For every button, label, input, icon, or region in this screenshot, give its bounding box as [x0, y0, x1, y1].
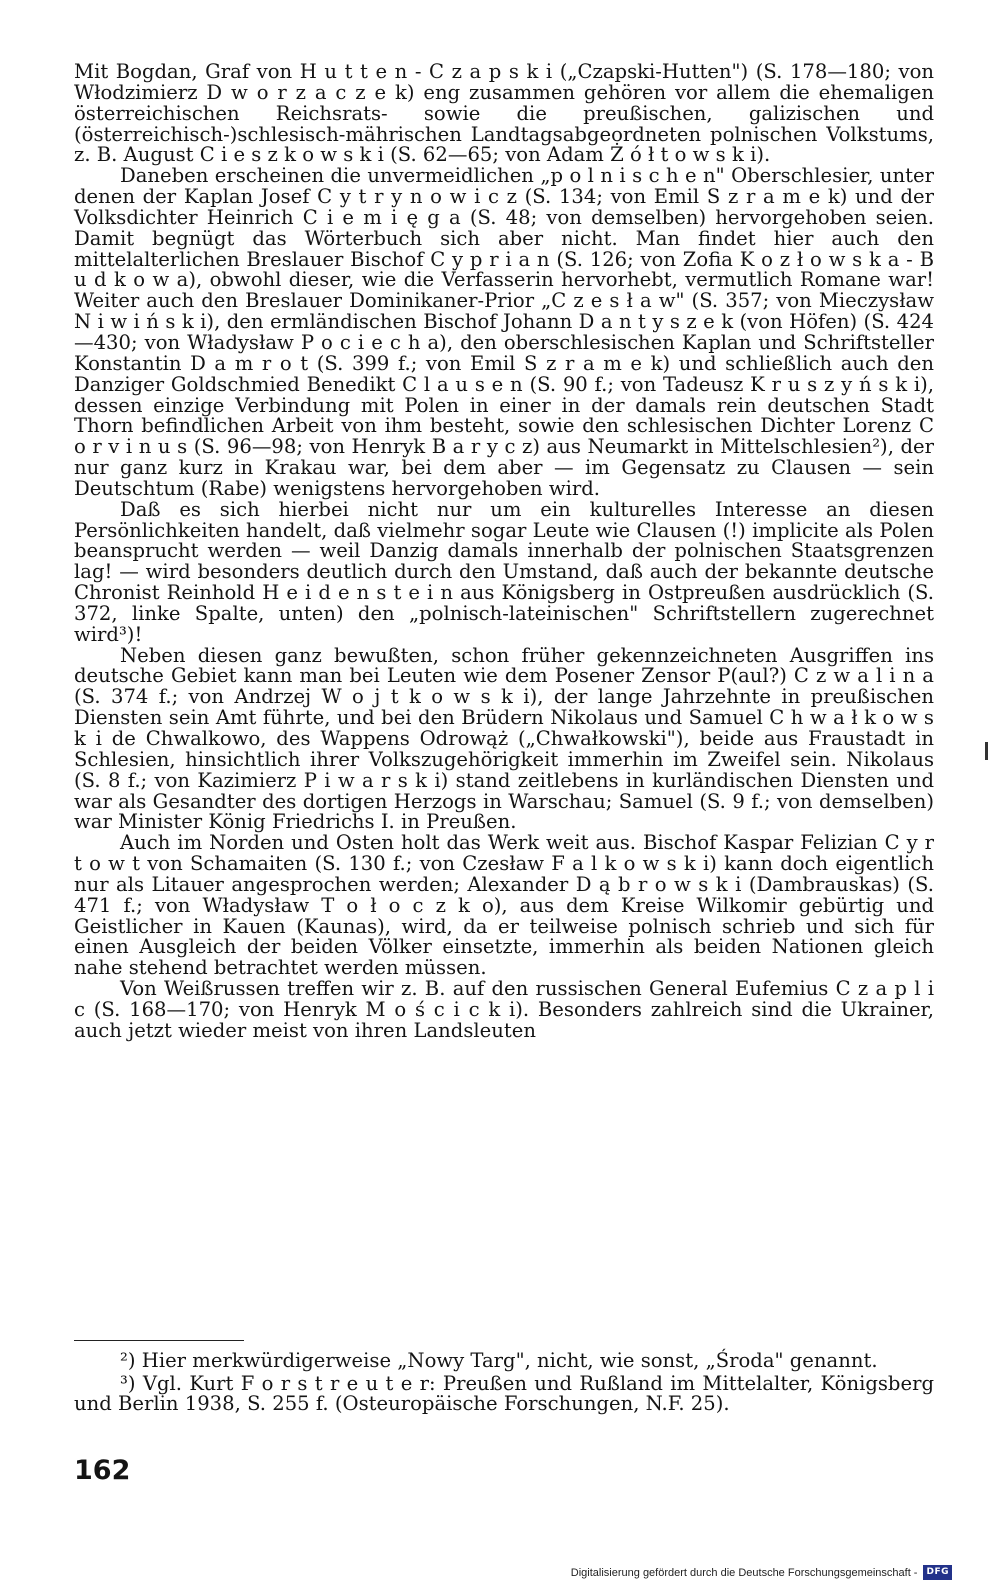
dfg-logo: DFG [923, 1565, 952, 1580]
margin-mark [985, 742, 988, 760]
page-number: 162 [74, 1455, 131, 1486]
body-text [74, 62, 934, 1042]
paragraph-5: Auch im Norden und Osten holt das Werk weit aus. Bischof Kaspar Felizian C y r t o w t von Schamaiten (S. 130 f.; von Czesław F a l k o w s k i) kann doch eigentlich nur als Litauer angesprochen werden; Alexander D ą b r o w s k i (Dambrauskas) (S. 471 f.; von Władysław T o ł o c z k o), aus dem Kreise Wilkomir gebürtig und Geistlicher in Kauen (Kaunas), wird, da er teilweise polnisch schrieb und sich für einen Ausgleich der beiden Völker einsetzte, immerhin als beiden Nationen gleich nahe stehend betrachtet werden müssen. [74, 831, 934, 980]
footnote-3: ³) Vgl. Kurt F o r s t r e u t e r: Preußen und Rußland im Mittelalter, Königsberg und Berlin 1938, S. 255 f. (Osteuropäische Forschungen, N.F. 25). [74, 1371, 934, 1415]
footnotes [74, 1340, 934, 1415]
digitization-credit [571, 1565, 952, 1580]
paragraph-6: Von Weißrussen treffen wir z. B. auf den russischen General Eufemius C z a p l i c (S. 168—170; von Henryk M o ś c i c k i). Besonders zahlreich sind die Ukrainer, auch jetzt wieder meist von ihren Landsleuten [74, 977, 934, 1042]
paragraph-3: Daß es sich hierbei nicht nur um ein kulturelles Interesse an diesen Persönlichkeiten handelt, daß vielmehr sogar Leute wie Clausen (!) implicite als Polen beansprucht werden — weil Danzig damals innerhalb der polnischen Staatsgrenzen lag! — wird besonders deutlich durch den Umstand, daß auch der bekannte deutsche Chronist Reinhold H e i d e n s t e i n aus Königsberg in Ostpreußen ausdrücklich (S. 372, linke Spalte, unten) den „polnisch-lateinischen" Schriftstellern zugerechnet wird³)! [74, 497, 934, 646]
credit-text: Digitalisierung gefördert durch die Deutsche Forschungsgemeinschaft - [570, 1566, 918, 1579]
footnote-2: ²) Hier merkwürdigerweise „Nowy Targ", nicht, wie sonst, „Środa" genannt. [120, 1349, 878, 1372]
paragraph-1: Mit Bogdan, Graf von H u t t e n - C z a p s k i („Czapski-Hutten") (S. 178—180; von Włodzimierz D w o r z a c z e k) eng zusammen gehören vor allem die ehemaligen österreichischen Reichsrats- sowie die preußischen, galizischen und (österreichisch-)schlesisch-mährischen Landtagsabgeordneten polnischen Volkstums, z. B. August C i e s z k o w s k i (S. 62—65; von Adam Ż ó ł t o w s k i). [74, 60, 934, 167]
paragraph-2: Daneben erscheinen die unvermeidlichen „p o l n i s c h e n" Oberschlesier, unter denen der Kaplan Josef C y t r y n o w i c z (S. 134; von Emil S z r a m e k) und der Volksdichter Heinrich C i e m i ę g a (S. 48; von demselben) hervorgehoben seien. Damit begnügt das Wörterbuch sich aber nicht. Man findet hier auch den mittelalterlichen Breslauer Bischof C y p r i a n (S. 126; von Zofia K o z ł o w s k a - B u d k o w a), obwohl dieser, wie die Verfasserin hervorhebt, vermutlich Romane war! Weiter auch den Breslauer Dominikaner-Prior „C z e s ł a w" (S. 357; von Mieczysław N i w i ń s k i), den ermländischen Bischof Johann D a n t y s z e k (von Höfen) (S. 424—430; von Władysław P o c i e c h a), den oberschlesischen Kaplan und Schriftsteller Konstantin D a m r o t (S. 399 f.; von Emil S z r a m e k) und schließlich auch den Danziger Goldschmied Benedikt C l a u s e n (S. 90 f.; von Tadeusz K r u s z y ń s k i), dessen einzige Verbindung mit Polen in einer in der damals rein deutschen Stadt Thorn befindlichen Arbeit von ihm besteht, sowie den schlesischen Dichter Lorenz C o r v i n u s (S. 96—98; von Henryk B a r y c z) aus Neumarkt in Mittelschlesien²), der nur ganz kurz in Krakau war, bei dem aber — im Gegensatz zu Clausen — sein Deutschtum (Rabe) wenigstens hervorgehoben wird. [74, 164, 934, 500]
paragraph-4: Neben diesen ganz bewußten, schon früher gekennzeichneten Ausgriffen ins deutsche Gebiet kann man bei Leuten wie dem Posener Zensor P(aul?) C z w a l i n a (S. 374 f.; von Andrzej W o j t k o w s k i), der lange Jahrzehnte in preußischen Diensten sein Amt führte, und bei den Brüdern Nikolaus und Samuel C h w a ł k o w s k i de Chwalkowo, des Wappens Odrowąż („Chwałkowski"), beide aus Fraustadt in Schlesien, hinsichtlich ihrer Volkszugehörigkeit immerhin im Zweifel sein. Nikolaus (S. 8 f.; von Kazimierz P i w a r s k i) stand zeitlebens in kurländischen Diensten und war als Gesandter des dortigen Herzogs in Warschau; Samuel (S. 9 f.; von demselben) war Minister König Friedrichs I. in Preußen. [74, 643, 934, 834]
footnote-divider [74, 1340, 244, 1341]
